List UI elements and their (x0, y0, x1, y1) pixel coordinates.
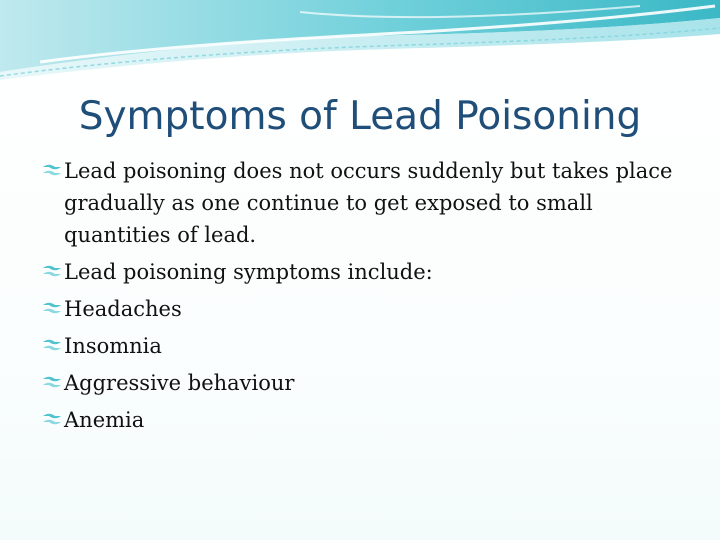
bullet-text: Anemia (64, 408, 145, 432)
bullet-item (42, 293, 682, 325)
bullet-item (42, 404, 682, 436)
bullet-item (42, 330, 682, 362)
wavy-ribbon-icon (42, 164, 62, 178)
bullet-text: Headaches (64, 297, 182, 321)
header-wave-decoration (0, 0, 720, 90)
bullet-item (42, 367, 682, 399)
wavy-ribbon-icon (42, 302, 62, 316)
bullet-text: Lead poisoning symptoms include: (64, 260, 433, 284)
bullet-item (42, 256, 682, 288)
wavy-ribbon-icon (42, 376, 62, 390)
wavy-ribbon-icon (42, 265, 62, 279)
bullet-text: Lead poisoning does not occurs suddenly but takes place gradually as one continue to get exposed to small quantities of lead. (64, 159, 673, 247)
bullet-list (42, 155, 682, 441)
slide-title: Symptoms of Lead Poisoning (78, 94, 642, 139)
bullet-text: Aggressive behaviour (64, 371, 295, 395)
bullet-item (42, 155, 682, 251)
wavy-ribbon-icon (42, 339, 62, 353)
wavy-ribbon-icon (42, 413, 62, 427)
bullet-text: Insomnia (64, 334, 162, 358)
